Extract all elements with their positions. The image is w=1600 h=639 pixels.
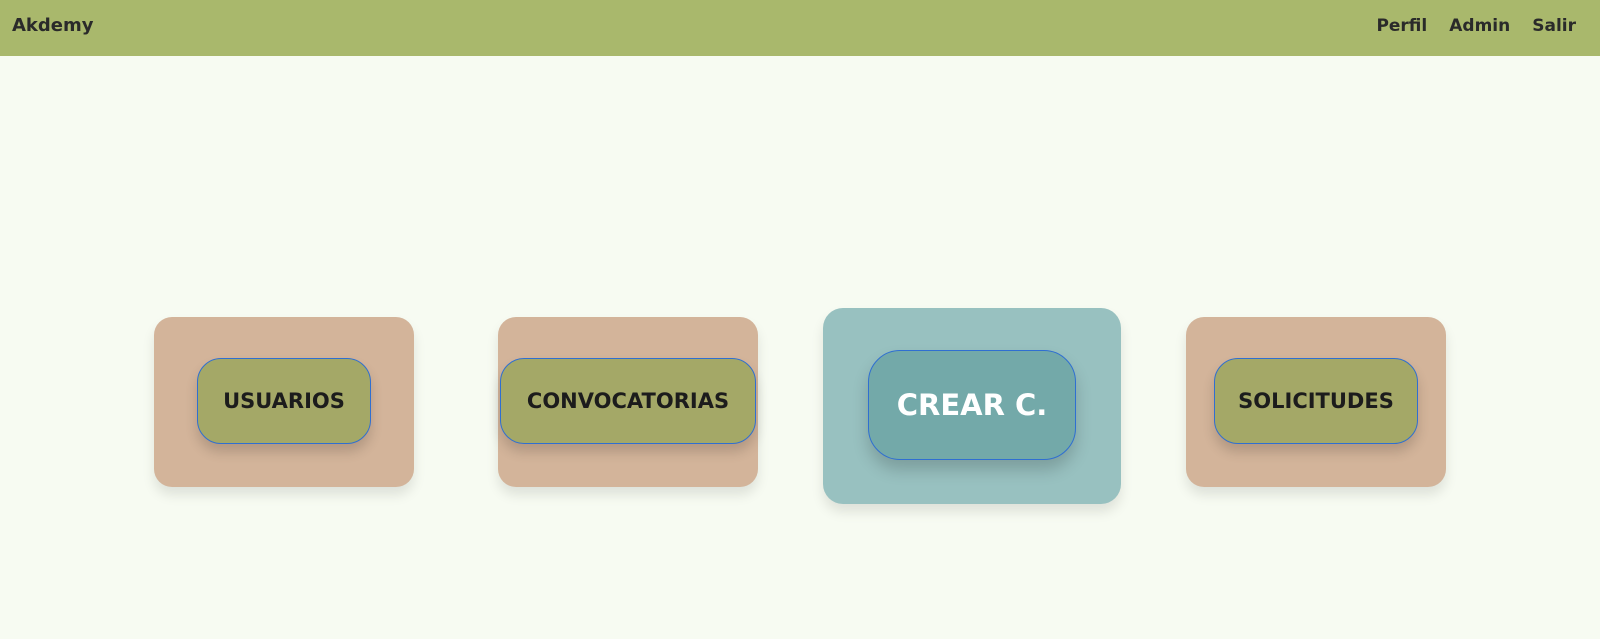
crear-c-button[interactable]: CREAR C. [868,350,1076,460]
card-usuarios [154,317,414,487]
nav-link-salir[interactable]: Salir [1532,16,1576,36]
nav-link-perfil[interactable]: Perfil [1376,16,1428,36]
card-convocatorias [498,317,758,487]
nav-link-admin[interactable]: Admin [1449,16,1511,36]
solicitudes-button[interactable]: SOLICITUDES [1214,358,1418,444]
usuarios-button[interactable]: USUARIOS [197,358,371,444]
brand-link[interactable]: Akdemy [12,15,94,36]
navbar [0,0,1600,56]
card-solicitudes [1186,317,1446,487]
convocatorias-button[interactable]: CONVOCATORIAS [500,358,756,444]
card-crear-c [823,308,1121,504]
nav-links [1376,0,1576,52]
